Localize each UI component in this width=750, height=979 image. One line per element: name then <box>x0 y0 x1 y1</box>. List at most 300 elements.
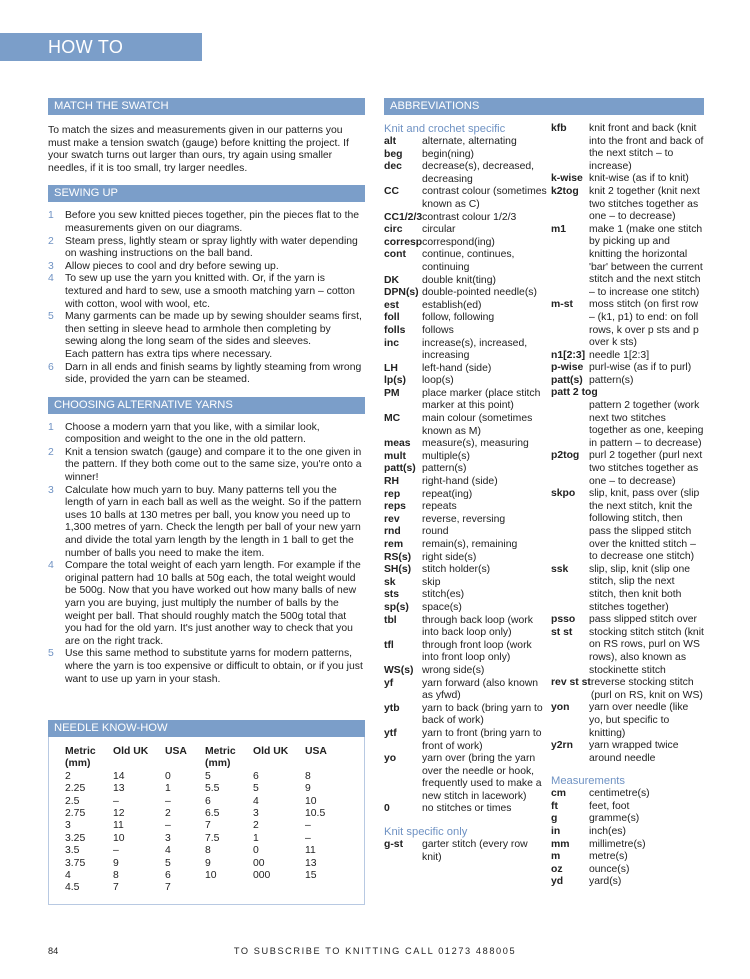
abbr-entry <box>384 539 549 552</box>
table-cell: 10 <box>305 795 317 807</box>
abbr-desc: through front loop (work into front loop only) <box>422 639 532 664</box>
abbr-term: p-wise <box>551 362 584 374</box>
needle-col-header: Metric (mm) <box>205 746 236 770</box>
abbr-entry <box>551 564 704 614</box>
table-cell: 6 <box>205 795 211 807</box>
abbr-entry <box>551 826 704 839</box>
abbr-term: kfb <box>551 123 567 134</box>
abbr-term: 0 <box>384 803 390 815</box>
abbr-term: ssk <box>551 563 569 575</box>
abbr-desc: round <box>422 526 449 538</box>
needle-heading: NEEDLE KNOW-HOW <box>48 720 365 737</box>
abbr-term: k-wise <box>551 173 583 185</box>
item-text: Knit a tension swatch (gauge) and compare it to the one given in the pattern. If they both come out to the same size, you're onto a winner! <box>65 446 362 484</box>
table-cell: 4 <box>253 795 259 807</box>
item-text: Calculate how much yarn to buy. Many patterns tell you the length of yarn in each ball as well as the weight. So if the pattern uses 10 balls at 130 metres per ball, you know you need up to 1,300 metres of yarn. Check the length per ball of your new yarn and divide the total yarn length by the length in 1 ball to get the number of balls you need to make the item. <box>65 484 362 559</box>
abbr-desc: circular <box>422 224 456 236</box>
abbr-entry <box>551 488 704 564</box>
table-cell: – <box>165 820 171 832</box>
abbr-desc: right-hand (side) <box>422 476 498 488</box>
abbr-term: in <box>551 826 561 838</box>
abbr-term: n1[2:3] <box>551 349 586 361</box>
abbr-term: m1 <box>551 223 567 235</box>
abbr-term: dec <box>384 161 402 173</box>
abbr-entry <box>384 375 549 388</box>
abbr-term: st st <box>551 626 573 638</box>
table-cell: 4 <box>165 845 171 857</box>
abbr-entry <box>551 839 704 852</box>
abbr-desc: right side(s) <box>422 551 477 563</box>
sewing-list <box>48 210 365 386</box>
abbr-entry <box>384 224 549 237</box>
table-cell: 11 <box>305 845 316 857</box>
abbr-desc: place marker (place stitch marker at this point) <box>422 387 541 412</box>
table-cell: 00 <box>253 857 265 869</box>
table-row <box>65 820 345 832</box>
abbr-entry <box>551 851 704 864</box>
abbr-term: tbl <box>384 614 397 626</box>
abbr-entry <box>551 614 704 627</box>
abbr-desc: alternate, alternating <box>422 136 517 147</box>
table-cell: 10.5 <box>305 808 326 820</box>
abbr-term: MC <box>384 413 401 425</box>
item-number: 4 <box>48 273 54 285</box>
abbr-column-b <box>551 123 704 889</box>
abbr-term: beg <box>384 148 403 160</box>
abbr-entry <box>384 803 549 816</box>
table-cell: 9 <box>305 783 311 795</box>
abbr-entry <box>384 413 549 438</box>
abbr-desc: needle 1[2:3] <box>589 349 650 361</box>
table-cell: 1 <box>165 783 171 795</box>
abbr-desc: wrong side(s) <box>422 664 485 676</box>
list-item <box>48 422 365 447</box>
abbr-entry <box>551 740 704 765</box>
table-cell: 3 <box>253 808 259 820</box>
abbr-entry <box>551 123 704 173</box>
abbr-desc: stitch(es) <box>422 589 465 601</box>
table-cell <box>253 882 305 894</box>
abbr-desc: metre(s) <box>589 851 628 863</box>
abbr-term: sk <box>384 576 396 588</box>
abbr-term: yf <box>384 677 394 689</box>
abbr-desc: main colour (sometimes known as M) <box>422 413 533 437</box>
abbr-desc: yarn to back (bring yarn to back of work) <box>422 702 543 727</box>
abbr-entry <box>551 813 704 826</box>
abbr-term: meas <box>384 438 411 450</box>
abbr-desc: slip, slip, knit (slip one stitch, slip the next stitch, then knit both stitches together) <box>589 563 691 613</box>
abbr-term: corresp <box>384 236 423 248</box>
abbr-entry <box>384 149 549 162</box>
list-item <box>48 311 365 361</box>
abbr-desc: begin(ning) <box>422 148 474 160</box>
abbr-desc: reverse, reversing <box>422 513 506 525</box>
abbr-desc: inch(es) <box>589 826 626 838</box>
abbr-term: rep <box>384 488 401 500</box>
abbr-term: rem <box>384 539 404 550</box>
abbr-entry <box>384 275 549 288</box>
abbr-term: mult <box>384 450 406 462</box>
table-row <box>65 845 345 857</box>
abbr-term: rev st st <box>551 677 591 689</box>
measurements-list <box>551 788 704 889</box>
table-cell: 6.5 <box>205 808 220 820</box>
needle-col-header: Old UK <box>253 746 289 757</box>
table-cell: 6 <box>253 770 259 782</box>
item-number: 5 <box>48 648 54 660</box>
table-row <box>65 882 345 894</box>
abbr-desc: make 1 (make one stitch by picking up and knitting the horizontal 'bar' between the current stitch and the next stitch – to increase one stitch) <box>589 223 703 298</box>
abbr-term: y2rn <box>551 740 573 752</box>
abbr-term: oz <box>551 863 563 875</box>
abbr-entry <box>384 300 549 313</box>
abbr-term: mm <box>551 838 570 850</box>
table-cell: 15 <box>305 870 317 882</box>
list-item <box>48 273 365 311</box>
abbr-term: reps <box>384 501 406 513</box>
table-cell: 7 <box>113 882 119 894</box>
abbr-entry <box>551 362 704 375</box>
table-cell: 6 <box>165 870 171 882</box>
item-text: Darn in all ends and finish seams by lightly steaming from wrong side, provided the yarn can be steamed. <box>65 361 362 386</box>
needle-col-header: Metric (mm) <box>65 746 96 770</box>
table-row <box>65 858 345 870</box>
abbr-desc: contrast colour 1/2/3 <box>422 211 517 223</box>
abbr-entry <box>551 387 704 400</box>
table-cell: 7 <box>165 882 171 894</box>
abbr-entry <box>384 212 549 225</box>
table-cell: 14 <box>113 770 125 782</box>
abbr-entry <box>384 338 549 363</box>
table-cell: 11 <box>113 820 124 832</box>
table-cell: 7 <box>205 820 211 832</box>
item-number: 5 <box>48 311 54 323</box>
abbr-entry <box>551 375 704 388</box>
abbr-entry <box>551 876 704 889</box>
subscribe-line: TO SUBSCRIBE TO KNITTING CALL 01273 488005 <box>233 946 517 956</box>
abbr-desc: yarn over (bring the yarn over the needle or hook, frequently used to make a new stitch in lacework) <box>422 753 542 802</box>
list-item <box>48 362 365 387</box>
abbr-entry <box>384 728 549 753</box>
abbr-term: LH <box>384 362 398 374</box>
abbr-entry <box>384 665 549 678</box>
table-row <box>65 796 345 808</box>
abbr-entry <box>384 753 549 803</box>
table-row <box>65 771 345 783</box>
abbr-desc: multiple(s) <box>422 450 470 462</box>
abbr-desc: pass slipped stitch over <box>589 614 698 626</box>
knit-only-list-a <box>384 839 549 864</box>
abbr-entry <box>551 801 704 814</box>
table-cell: 5 <box>205 770 211 782</box>
needle-col-header: USA <box>165 746 187 757</box>
abbr-term: inc <box>384 337 400 349</box>
abbr-desc: repeats <box>422 501 457 513</box>
abbr-desc: space(s) <box>422 601 462 613</box>
abbr-term: sts <box>384 589 400 601</box>
abbr-term: circ <box>384 224 403 236</box>
table-cell: – <box>113 795 119 807</box>
abbr-desc: establish(ed) <box>422 299 482 311</box>
page-title: HOW TO <box>0 33 202 61</box>
abbr-entry <box>384 564 549 577</box>
abbr-entry <box>384 451 549 464</box>
match-text: To match the sizes and measurements given in our patterns you must make a tension swatch (gauge) before knitting the project. If your swatch turns out larger than ours, try again using smaller needles, if it is too small, try larger needles. <box>48 125 349 174</box>
abbr-term: patt(s) <box>551 374 583 386</box>
abbr-entry <box>384 501 549 514</box>
table-cell: 8 <box>305 770 311 782</box>
needle-table <box>65 746 345 895</box>
abbr-term: tfl <box>384 639 394 651</box>
abbr-desc: reverse stocking stitch (purl on RS, knit on WS) <box>590 677 703 701</box>
table-cell: 1 <box>253 832 259 844</box>
abbr-desc: knit-wise (as if to knit) <box>589 173 689 185</box>
item-text: Steam press, lightly steam or spray lightly with water depending on washing instructions on the ball band. <box>65 235 358 260</box>
abbr-term: foll <box>384 312 400 324</box>
table-cell: – <box>113 845 119 857</box>
abbr-term: WS(s) <box>384 664 414 676</box>
abbr-entry <box>384 476 549 489</box>
abbr-term: CC1/2/3 <box>384 211 423 223</box>
table-row <box>65 783 345 795</box>
abbr-entry <box>551 864 704 877</box>
abbr-term: p2tog <box>551 450 580 462</box>
list-item <box>48 447 365 485</box>
table-cell: 3.75 <box>65 857 86 869</box>
abbr-desc: measure(s), measuring <box>422 438 529 450</box>
yarns-heading: CHOOSING ALTERNATIVE YARNS <box>48 397 365 414</box>
abbr-term-spacer <box>551 400 589 450</box>
abbr-term: yo <box>384 753 397 765</box>
abbr-term: yon <box>551 702 570 714</box>
abbr-desc: purl 2 together (purl next two stitches together as one – to decrease) <box>589 450 703 487</box>
abbr-term: lp(s) <box>384 375 406 387</box>
abbr-term: DK <box>384 274 400 286</box>
item-text: Before you sew knitted pieces together, pin the pieces flat to the measurements given on our diagrams. <box>65 210 360 234</box>
abbr-desc: yarn forward (also known as yfwd) <box>422 677 539 702</box>
table-cell: 000 <box>253 870 271 882</box>
table-cell: 12 <box>113 808 125 820</box>
abbr-entry <box>551 224 704 300</box>
abbr-entry <box>551 627 704 677</box>
needle-col-header: USA <box>305 746 327 757</box>
abbr-desc: yarn wrapped twice around needle <box>589 740 679 764</box>
table-cell: 3.5 <box>65 845 80 857</box>
abbr-entry <box>384 287 549 300</box>
list-item <box>48 560 365 648</box>
item-number: 4 <box>48 560 54 572</box>
item-number: 3 <box>48 260 54 272</box>
abbr-desc: left-hand (side) <box>422 362 492 374</box>
item-number: 1 <box>48 210 54 222</box>
abbr-entry <box>551 173 704 186</box>
abbr-desc: purl-wise (as if to purl) <box>589 362 692 374</box>
abbr-entry <box>384 602 549 615</box>
abbr-desc: stitch holder(s) <box>422 564 491 576</box>
abbr-entry <box>384 237 549 250</box>
table-cell: – <box>305 820 311 832</box>
knit-only-list-b <box>551 123 704 387</box>
abbr-desc: double-pointed needle(s) <box>422 287 537 299</box>
abbr-desc: knit front and back (knit into the front and back of the next stitch – to increase) <box>589 123 704 172</box>
abbr-term: PM <box>384 387 400 399</box>
abbr-desc: gramme(s) <box>589 813 640 825</box>
match-heading: MATCH THE SWATCH <box>48 98 365 115</box>
abbr-entry <box>384 325 549 338</box>
table-cell: 3 <box>65 820 71 832</box>
abbr-desc: double knit(ting) <box>422 274 496 286</box>
item-number: 1 <box>48 421 54 433</box>
abbr-term: rnd <box>384 526 401 538</box>
abbr-term: patt(s) <box>384 463 416 475</box>
abbr-term: m <box>551 851 561 863</box>
table-cell: – <box>305 832 311 844</box>
table-cell: 4 <box>65 870 71 882</box>
abbr-desc: correspond(ing) <box>422 236 495 248</box>
abbr-desc: pattern(s) <box>422 463 467 475</box>
table-cell: 10 <box>205 870 217 882</box>
list-item <box>48 261 365 274</box>
abbr-desc: increase(s), increased, increasing <box>422 337 528 362</box>
table-cell: 7.5 <box>205 832 220 844</box>
yarns-list <box>48 422 365 686</box>
abbr-entry <box>551 788 704 801</box>
abbr-term: alt <box>384 136 397 147</box>
table-cell: 3 <box>165 832 171 844</box>
table-cell: 13 <box>305 857 317 869</box>
abbr-term: ft <box>551 800 558 812</box>
abbr-desc: garter stitch (every row knit) <box>422 839 528 863</box>
abbr-entry <box>384 463 549 476</box>
abbr-term: RH <box>384 476 400 488</box>
abbr-entry <box>551 299 704 349</box>
abbr-desc: remain(s), remaining <box>422 539 518 550</box>
abbr-term: DPN(s) <box>384 287 419 299</box>
table-cell: 9 <box>205 857 211 869</box>
abbr-term: patt 2 tog <box>551 387 598 399</box>
needle-col-header: Old UK <box>113 746 149 757</box>
measurements-heading: Measurements <box>551 775 625 788</box>
abbr-entry <box>384 363 549 376</box>
knit-only-heading: Knit specific only <box>384 826 468 839</box>
right-column <box>384 98 704 888</box>
abbr-entry <box>384 388 549 413</box>
abbr-term: skpo <box>551 488 576 500</box>
table-cell: 8 <box>205 845 211 857</box>
abbr-term: psso <box>551 614 576 626</box>
abbr-term: cm <box>551 788 567 800</box>
abbr-desc: follows <box>422 324 454 336</box>
knit-crochet-list <box>384 136 549 816</box>
item-text: Allow pieces to cool and dry before sewing up. <box>65 260 279 272</box>
abbr-entry <box>384 438 549 451</box>
abbr-desc: millimetre(s) <box>589 838 646 850</box>
abbr-entry <box>551 450 704 488</box>
item-text: Many garments can be made up by sewing shoulder seams first, then setting in sleeve head to armhole then completing by sewing along the long seam of the sides and sleeves. <box>65 311 362 348</box>
abbr-entry <box>384 552 549 565</box>
abbr-entry <box>384 161 549 186</box>
abbr-entry <box>384 703 549 728</box>
table-cell: 10 <box>113 832 125 844</box>
abbr-entry <box>384 249 549 274</box>
table-cell: 5 <box>165 857 171 869</box>
table-cell: 4.5 <box>65 882 80 894</box>
abbr-entry <box>384 489 549 502</box>
table-row <box>65 833 345 845</box>
table-cell: 2 <box>65 770 71 782</box>
abbr-entry <box>551 350 704 363</box>
abbr-term: cont <box>384 249 406 261</box>
table-cell: 2.5 <box>65 795 80 807</box>
table-row <box>65 870 345 882</box>
table-cell: 2.75 <box>65 808 86 820</box>
abbr-desc: stocking stitch stitch (knit on RS rows, purl on WS rows), also known as stockinette stitch <box>589 626 704 676</box>
abbr-term: est <box>384 299 400 311</box>
table-cell: 5 <box>253 783 259 795</box>
abbr-entry <box>384 615 549 640</box>
abbr-desc: repeat(ing) <box>422 488 473 500</box>
abbr-entry <box>384 678 549 703</box>
item-extra: Each pattern has extra tips where necessary. <box>65 348 273 360</box>
list-item <box>48 236 365 261</box>
table-cell: 5.5 <box>205 783 220 795</box>
item-text: Use this same method to substitute yarns for modern patterns, where the yarn is too expensive or difficult to obtain, or if you just want to use up yarn in your stash. <box>65 648 363 685</box>
abbr-column-a <box>384 123 549 864</box>
abbr-entry <box>384 640 549 665</box>
table-cell: 9 <box>113 857 119 869</box>
abbr-term: folls <box>384 324 406 336</box>
abbr-desc: skip <box>422 576 441 588</box>
abbr-term: g-st <box>384 839 404 851</box>
abbr-term: CC <box>384 186 400 198</box>
table-cell: 3.25 <box>65 832 86 844</box>
abbr-desc: ounce(s) <box>589 863 630 875</box>
table-cell: 13 <box>113 783 125 795</box>
abbr-entry <box>551 702 704 740</box>
abbr-entry <box>384 526 549 539</box>
table-cell <box>205 882 253 894</box>
abbr-term: m-st <box>551 299 573 311</box>
abbr-entry <box>384 589 549 602</box>
abbr-term: yd <box>551 876 564 888</box>
table-cell: 2 <box>253 820 259 832</box>
abbr-desc: through back loop (work into back loop only) <box>422 614 533 639</box>
table-cell: 8 <box>113 870 119 882</box>
abbr-term: sp(s) <box>384 601 409 613</box>
knit-crochet-heading: Knit and crochet specific <box>384 123 506 135</box>
table-row <box>65 808 345 820</box>
abbr-desc: pattern(s) <box>589 374 634 386</box>
table-cell: 2.25 <box>65 783 86 795</box>
abbr-term: k2tog <box>551 185 579 197</box>
item-number: 2 <box>48 446 54 458</box>
table-cell: 0 <box>165 770 171 782</box>
table-cell <box>305 882 345 894</box>
abbr-entry <box>384 186 549 211</box>
abbr-entry <box>384 577 549 590</box>
abbr-entry <box>384 514 549 527</box>
knit-only-list-c <box>551 450 704 765</box>
abbr-heading: ABBREVIATIONS <box>384 98 704 115</box>
item-text: Choose a modern yarn that you like, with a similar look, composition and weight to the one in the old pattern. <box>65 421 320 446</box>
item-number: 6 <box>48 361 54 373</box>
page-number: 84 <box>48 946 59 956</box>
abbr-desc: loop(s) <box>422 375 454 387</box>
table-cell: 0 <box>253 845 259 857</box>
abbr-desc: yard(s) <box>589 876 622 888</box>
abbr-term: ytb <box>384 702 400 714</box>
abbr-entry <box>384 839 549 864</box>
